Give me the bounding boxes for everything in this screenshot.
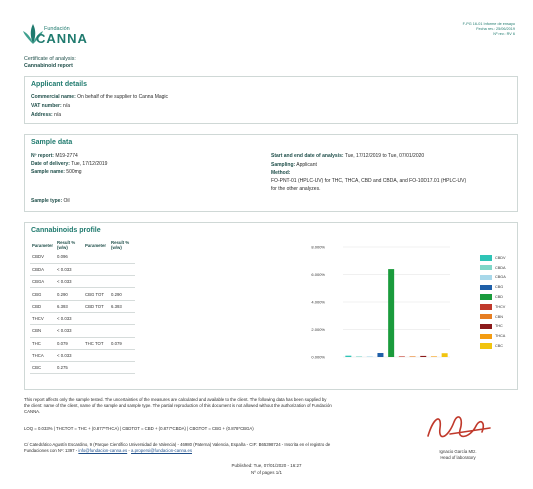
param-cell: THC	[30, 337, 55, 349]
result2-cell	[109, 276, 135, 288]
certificate-line1: Certificate of analysis:	[24, 56, 76, 62]
disclaimer-line3: CANNA.	[24, 409, 41, 414]
delivery-row	[31, 161, 107, 167]
legend-item-thca	[480, 331, 506, 341]
param-cell: CBGA	[30, 276, 55, 288]
result-cell: 6.393	[55, 300, 83, 312]
result-cell: < 0.033	[55, 276, 83, 288]
col-result-2: Result % (w/w)	[111, 240, 130, 250]
address-row	[31, 112, 61, 118]
cannabinoid-table	[30, 239, 135, 374]
param2-cell: THC TOT	[83, 337, 109, 349]
commercial-value: On behalf of the supplier to Canna Magic	[77, 94, 169, 100]
sampling-label: Sampling:	[271, 162, 296, 168]
sample-section	[24, 134, 518, 212]
legend-label: THCA	[495, 334, 506, 339]
loq-formula: LOQ = 0.033% | THCTOT = THC + (0.877*THCA) | CBDTOT = CBD + (0.877*CBDA) | CBGTOT = CBG + (0.878*CBGA)	[24, 426, 254, 431]
result2-cell	[109, 251, 135, 263]
result2-cell: 6.393	[109, 300, 135, 312]
signer-name: Ignacio García Mtz.	[439, 449, 477, 454]
address-footer	[24, 442, 330, 454]
brand-name: CANNA	[36, 31, 88, 46]
sample-type-value: Oil	[63, 198, 70, 204]
doc-meta	[463, 22, 515, 37]
table-row	[30, 325, 135, 337]
legend-item-cbdv	[480, 253, 506, 263]
profile-section	[24, 222, 518, 390]
col-parameter: Parameter	[32, 242, 54, 248]
param-cell: CBD	[30, 300, 55, 312]
result-cell: < 0.033	[55, 263, 83, 275]
param2-cell	[83, 263, 109, 275]
applicant-section	[24, 76, 518, 124]
param2-cell	[83, 325, 109, 337]
bar-cbdv	[345, 356, 351, 357]
doc-date: Fecha rev.: 25/06/2019	[476, 27, 515, 31]
param-cell: CBC	[30, 362, 55, 374]
disclaimer	[24, 397, 332, 415]
doc-code: F-PG 16-01 Informe de ensayo	[462, 22, 515, 26]
param2-cell	[83, 276, 109, 288]
table-row	[30, 349, 135, 361]
delivery-label: Date of delivery:	[31, 161, 70, 167]
result2-cell	[109, 362, 135, 374]
legend-swatch	[480, 275, 492, 281]
info-email-link[interactable]: info@fundacion-canna.es	[78, 448, 128, 453]
param-cell: CBDV	[30, 251, 55, 263]
legend-label: THC	[495, 324, 503, 329]
table-row	[30, 300, 135, 312]
table-row	[30, 276, 135, 288]
result-cell: < 0.033	[55, 312, 83, 324]
separator: -	[128, 448, 130, 453]
legend-swatch	[480, 324, 492, 330]
address-line1: C/ Catedrático Agustín Escardino, 9 (Parque Científico Universidad de Valencia) - 46980 (Paterna) Valencia, España - CIF: B65398724 - Inscrita en el registro de	[24, 442, 331, 447]
legend-item-cbga	[480, 273, 506, 283]
legend-label: CBGA	[495, 275, 506, 280]
sample-type-row	[31, 198, 70, 204]
cannabinoid-bar-chart	[295, 239, 455, 367]
bar-cbg	[377, 353, 383, 357]
legend-swatch	[480, 285, 492, 291]
profile-title: Cannabinoids profile	[31, 227, 101, 234]
result2-cell	[109, 312, 135, 324]
y-tick-label: 8.000%	[311, 244, 325, 250]
bar-cbda	[356, 356, 362, 357]
y-tick-label: 6.000%	[311, 271, 325, 277]
param2-cell	[83, 362, 109, 374]
brand-top: Fundación	[44, 26, 70, 32]
report-value: M19-2774	[55, 153, 78, 159]
legend-label: CBG	[495, 285, 504, 290]
legend-swatch	[480, 255, 492, 261]
y-tick-label: 2.000%	[311, 326, 325, 332]
report-label: Nº report:	[31, 153, 54, 159]
param2-cell	[83, 312, 109, 324]
table-row	[30, 337, 135, 349]
signer-role: Head of laboratory	[440, 455, 476, 460]
param2-cell: CBD TOT	[83, 300, 109, 312]
report-row	[31, 153, 78, 159]
param-cell: CBN	[30, 325, 55, 337]
published-date: Published: Tue, 07/01/2020 - 16:27	[231, 463, 302, 468]
param-cell: CBG	[30, 288, 55, 300]
col-parameter-2: Parameter	[85, 242, 107, 248]
commercial-name-row	[31, 94, 168, 100]
disclaimer-line1: This report affects only the sample tested. The uncertainties of the measures are calculated and available to the client. The following data has been supplied by	[24, 397, 327, 402]
bar-thcv	[399, 356, 405, 357]
address-label: Address:	[31, 112, 53, 118]
col-result: Result % (w/w)	[57, 240, 76, 250]
method-line2: for the other analyzes.	[271, 186, 321, 192]
bar-cbn	[410, 356, 416, 357]
result2-cell: 0.290	[109, 288, 135, 300]
legend-item-cbn	[480, 312, 506, 322]
commercial-label: Commercial name:	[31, 94, 76, 100]
result2-cell: 0.079	[109, 337, 135, 349]
page-count: Nº of pages 1/1	[251, 470, 282, 475]
legend-label: CBD	[495, 295, 504, 300]
table-row	[30, 263, 135, 275]
method-label: Method:	[271, 170, 291, 176]
result-cell: 0.290	[55, 288, 83, 300]
sampling-row	[271, 162, 317, 168]
address-value: n/a	[54, 112, 62, 118]
legend-swatch	[480, 294, 492, 300]
result-cell: < 0.033	[55, 325, 83, 337]
legend-label: THCV	[495, 304, 506, 309]
doc-rev: Nº rev.: RV 6	[493, 32, 515, 36]
address-line2	[24, 448, 330, 454]
legend-label: CBC	[495, 344, 504, 349]
published-info	[0, 462, 533, 476]
sample-name-value: 500mg	[66, 169, 82, 175]
registry-text: Fundaciones con Nº: 1397 -	[24, 448, 78, 453]
param2-cell: CBG TOT	[83, 288, 109, 300]
vat-row	[31, 103, 70, 109]
legend-label: CBN	[495, 314, 504, 319]
result-cell: 0.079	[55, 337, 83, 349]
param2-cell	[83, 349, 109, 361]
param-cell: THCV	[30, 312, 55, 324]
table-row	[30, 288, 135, 300]
sample-name-label: Sample name:	[31, 169, 65, 175]
param2-cell	[83, 251, 109, 263]
signer	[428, 449, 488, 461]
legend-label: CBDV	[495, 255, 506, 260]
certificate-line2: Cannabinoid report	[24, 63, 73, 69]
result2-cell	[109, 263, 135, 275]
table-row	[30, 362, 135, 374]
legend-item-cbda	[480, 263, 506, 273]
legend-item-thc	[480, 322, 506, 332]
legend-swatch	[480, 343, 492, 349]
bar-thca	[431, 356, 437, 357]
y-tick-label: 0.000%	[311, 354, 325, 360]
chart-legend	[480, 253, 506, 351]
disclaimer-line2: the client: name of the client, name of the sample and sample type. The partial reproduction of this document is not allowed without the authorization of Fundación	[24, 403, 332, 408]
analysis-label: Start and end date of analysis:	[271, 153, 344, 159]
result-cell: < 0.033	[55, 349, 83, 361]
result-cell: 0.096	[55, 251, 83, 263]
legend-item-thcv	[480, 302, 506, 312]
vat-value: n/a	[63, 103, 70, 109]
table-row	[30, 251, 135, 263]
bar-thc	[420, 356, 426, 357]
contact-email-link[interactable]: a.propersi@fundacion-canna.es	[131, 448, 192, 453]
legend-swatch	[480, 314, 492, 320]
bar-cbga	[367, 356, 373, 357]
result-cell: 0.275	[55, 362, 83, 374]
fundacion-canna-logo	[22, 22, 92, 52]
result2-cell	[109, 325, 135, 337]
legend-swatch	[480, 304, 492, 310]
legend-swatch	[480, 334, 492, 340]
param-cell: CBDA	[30, 263, 55, 275]
legend-swatch	[480, 265, 492, 271]
sample-name-row	[31, 169, 82, 175]
vat-label: VAT number:	[31, 103, 62, 109]
sampling-value: Applicant	[296, 162, 317, 168]
legend-item-cbg	[480, 282, 506, 292]
result2-cell	[109, 349, 135, 361]
method-line1: FO-PNT-01 (HPLC-UV) for THC, THCA, CBD and CBDA, and FO-10D17.01 (HPLC-UV)	[271, 178, 467, 184]
legend-item-cbd	[480, 292, 506, 302]
method-row	[271, 170, 290, 176]
signature-icon	[420, 408, 500, 448]
table-row	[30, 312, 135, 324]
applicant-title: Applicant details	[31, 81, 88, 88]
bar-cbc	[442, 353, 448, 357]
analysis-date-row	[271, 153, 424, 159]
delivery-value: Tue, 17/12/2019	[71, 161, 108, 167]
legend-item-cbc	[480, 341, 506, 351]
sample-title: Sample data	[31, 139, 73, 146]
table-header-row	[30, 239, 135, 251]
y-tick-label: 4.000%	[311, 299, 325, 305]
bar-cbd	[388, 269, 394, 357]
sample-type-label: Sample type:	[31, 198, 63, 204]
analysis-value: Tue, 17/12/2019 to Tue, 07/01/2020	[344, 153, 425, 159]
certificate-title	[24, 56, 76, 70]
param-cell: THCA	[30, 349, 55, 361]
legend-label: CBDA	[495, 265, 506, 270]
